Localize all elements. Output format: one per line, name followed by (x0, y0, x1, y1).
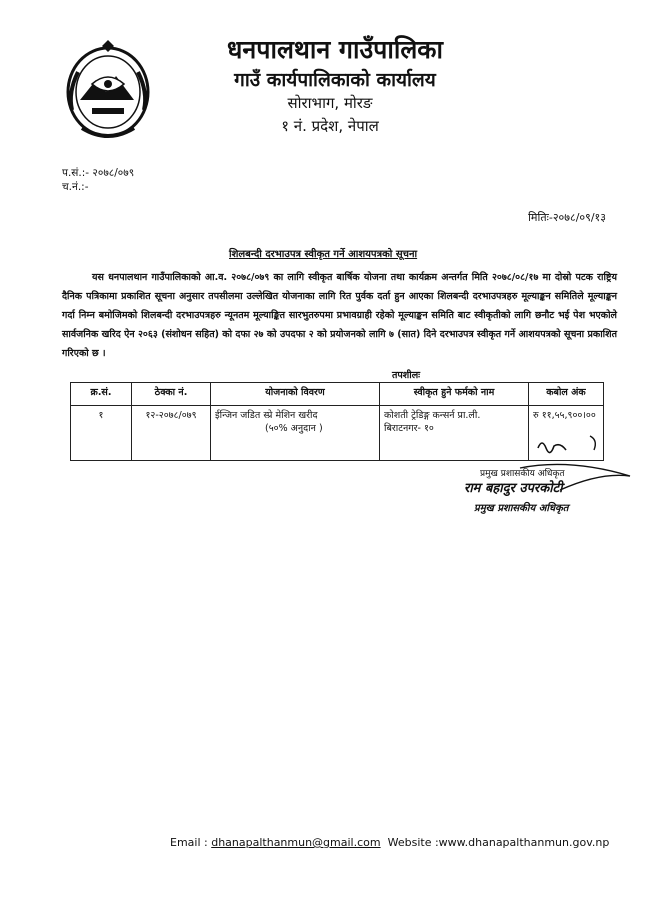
col-header-amount: कबोल अंक (529, 383, 604, 406)
col-header-contract: ठेक्का नं. (132, 383, 211, 406)
notice-body-paragraph: यस धनपालथान गाउँपालिकाको आ.व. २०७८/०७९ का लागि स्वीकृत बार्षिक योजना तथा कार्यक्रम अन्तर्गत मिति २०७८/०८/१७ मा दोस्रो पटक राष्ट्रिय दैनिक पत्रिकामा प्रकाशित सूचना अनुसार तपसीलमा उल्लेखित योजनाका लागि रित पुर्वक दर्ता हुन आएका शिलबन्दी दरभाउपत्रहरु मूल्याङ्कन समितिले मूल्याङ्कन गर्दा निम्न बमोजिमको शिलबन्दी दरभाउपत्रहरु न्यूनतम मूल्याङ्कित सारभुतरुपमा प्रभावग्राही रहेको मूल्याङ्कन समिति बाट स्वीकृतीको लागि छनौट भई पेश भएकोले सार्वजनिक खरिद ऐन २०६३ (संशोधन सहित) को दफा २७ को उपदफा २ को प्रयोजनको लागि ७ (सात) दिने दरभाउपत्र स्वीकृत गर्ने आशयपत्रको सूचना प्रकाशित गरिएको छ । (62, 272, 617, 359)
nepal-emblem-logo (62, 40, 154, 144)
col-header-firm: स्वीकृत हुने फर्मको नाम (380, 383, 529, 406)
letter-reference-number: प.सं.:- २०७८/०७९ (62, 167, 135, 179)
signatory-stamp-name: राम बहादुर उपरकोटी (464, 481, 563, 496)
email-label: Email : (170, 836, 212, 849)
notice-body (62, 268, 617, 363)
col-header-description: योजनाको विवरण (211, 383, 380, 406)
dispatch-number: च.नं.:- (62, 181, 89, 193)
cell-contract: १२-२०७८/०७९ (132, 406, 211, 461)
office-subtitle: गाउँ कार्यपालिकाको कार्यालय (234, 69, 436, 91)
firm-line1: कोशती ट्रेडिङ्ग कन्सर्न प्रा.ली. (384, 410, 481, 421)
signatory-title: प्रमुख प्रशासकीय अधिकृत (480, 469, 565, 479)
description-line1: ईन्जिन जडित स्प्रे मेशिन खरीद (215, 410, 318, 421)
notice-subject: शिलबन्दी दरभाउपत्र स्वीकृत गर्ने आशयपत्रको सूचना (229, 249, 418, 260)
details-label: तपशीलः (392, 370, 421, 381)
website-label: Website : (387, 836, 439, 849)
website-link[interactable]: www.dhanapalthanmun.gov.np (438, 836, 610, 849)
cell-description (211, 406, 380, 461)
cell-sn: १ (71, 406, 132, 461)
cell-amount: रु ११,५५,९००।०० (529, 406, 604, 461)
description-line2: (५०% अनुदान ) (265, 423, 323, 434)
email-link[interactable]: dhanapalthanmun@gmail.com (211, 836, 381, 849)
office-location: सोराभाग, मोरङ (287, 94, 373, 112)
col-header-sn: क्र.सं. (71, 383, 132, 406)
office-name: धनपालथान गाउँपालिका (227, 35, 443, 64)
firm-line2: बिराटनगर- १० (384, 423, 434, 434)
letter-date: मितिः-२०७८/०९/१३ (528, 211, 606, 224)
table-header-row (71, 383, 604, 406)
footer-contact (170, 836, 609, 849)
office-province: १ नं. प्रदेश, नेपाल (281, 117, 379, 135)
signatory-stamp-title: प्रमुख प्रशासकीय अधिकृत (474, 503, 569, 514)
